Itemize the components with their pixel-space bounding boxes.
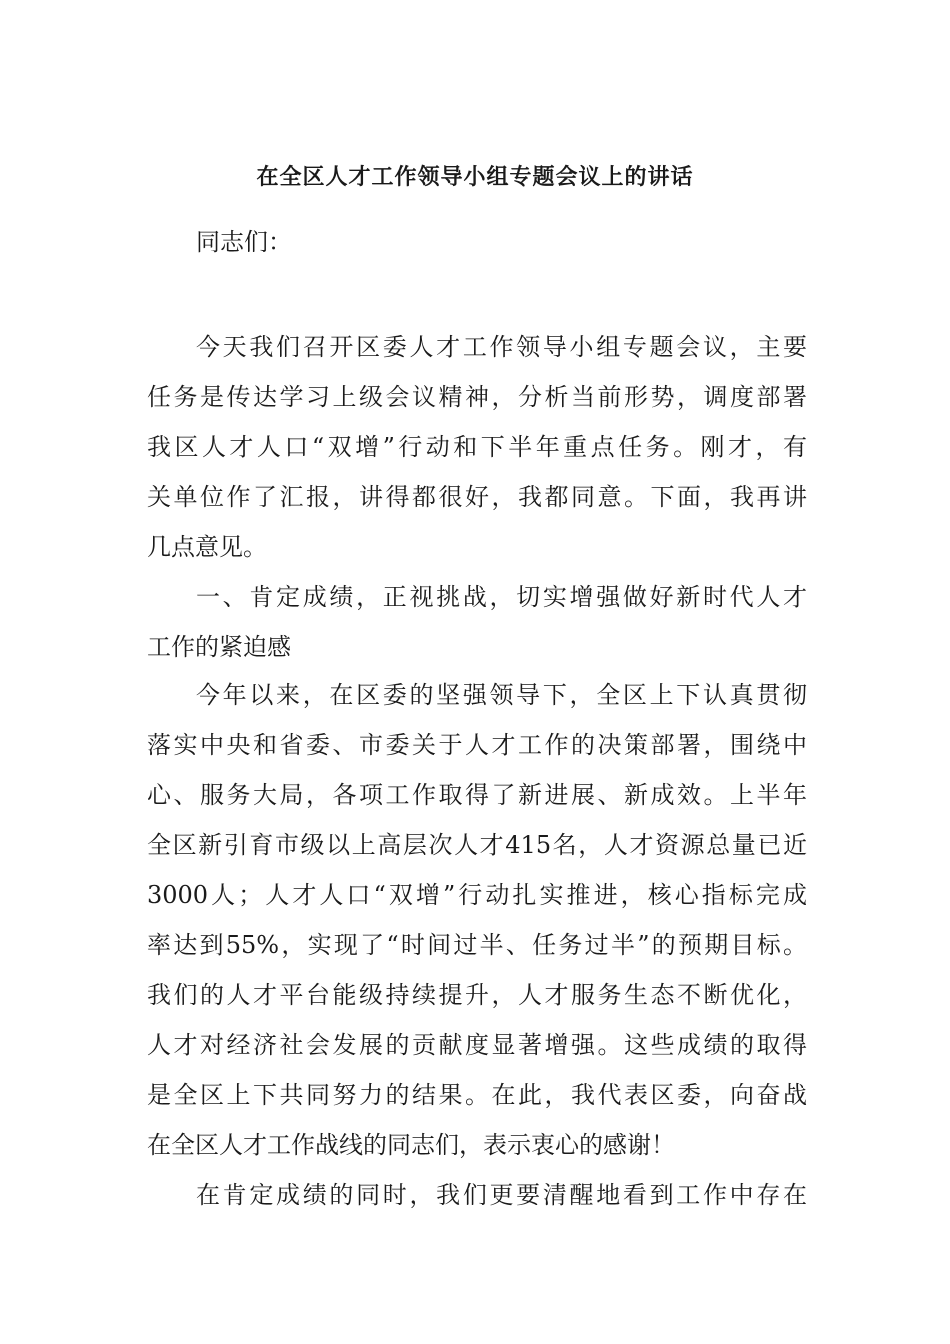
text-line: 我区人才人口“双增”行动和下半年重点任务。刚才，有: [147, 433, 807, 461]
text-line: 在肯定成绩的同时，我们更要清醒地看到工作中存在: [196, 1181, 807, 1209]
text-line: 任务是传达学习上级会议精神，分析当前形势，调度部署: [147, 383, 807, 411]
text-line: 是全区上下共同努力的结果。在此，我代表区委，向奋战: [147, 1081, 807, 1109]
text-line: 关单位作了汇报，讲得都很好，我都同意。下面，我再讲: [147, 483, 807, 511]
text-line: 落实中央和省委、市委关于人才工作的决策部署，围绕中: [147, 731, 807, 759]
text-line: 3000人；人才人口“双增”行动扎实推进，核心指标完成: [147, 881, 807, 909]
text-line: 在全区人才工作战线的同志们，表示衷心的感谢！: [147, 1131, 675, 1159]
section-heading-line: 工作的紧迫感: [147, 633, 291, 661]
text-line: 心、服务大局，各项工作取得了新进展、新成效。上半年: [147, 781, 807, 809]
text-line: 今年以来，在区委的坚强领导下，全区上下认真贯彻: [196, 681, 807, 709]
document-title: 在全区人才工作领导小组专题会议上的讲话: [256, 165, 694, 190]
salutation-line: 同志们：: [196, 228, 292, 256]
section-heading-line: 一、肯定成绩，正视挑战，切实增强做好新时代人才: [196, 583, 807, 611]
text-line: 率达到55%，实现了“时间过半、任务过半”的预期目标。: [147, 931, 807, 959]
text-line: 几点意见。: [147, 533, 267, 561]
text-line: 全区新引育市级以上高层次人才415名，人才资源总量已近: [147, 831, 807, 859]
text-line: 今天我们召开区委人才工作领导小组专题会议，主要: [196, 333, 807, 361]
text-line: 我们的人才平台能级持续提升，人才服务生态不断优化，: [147, 981, 807, 1009]
text-line: 人才对经济社会发展的贡献度显著增强。这些成绩的取得: [147, 1031, 807, 1059]
